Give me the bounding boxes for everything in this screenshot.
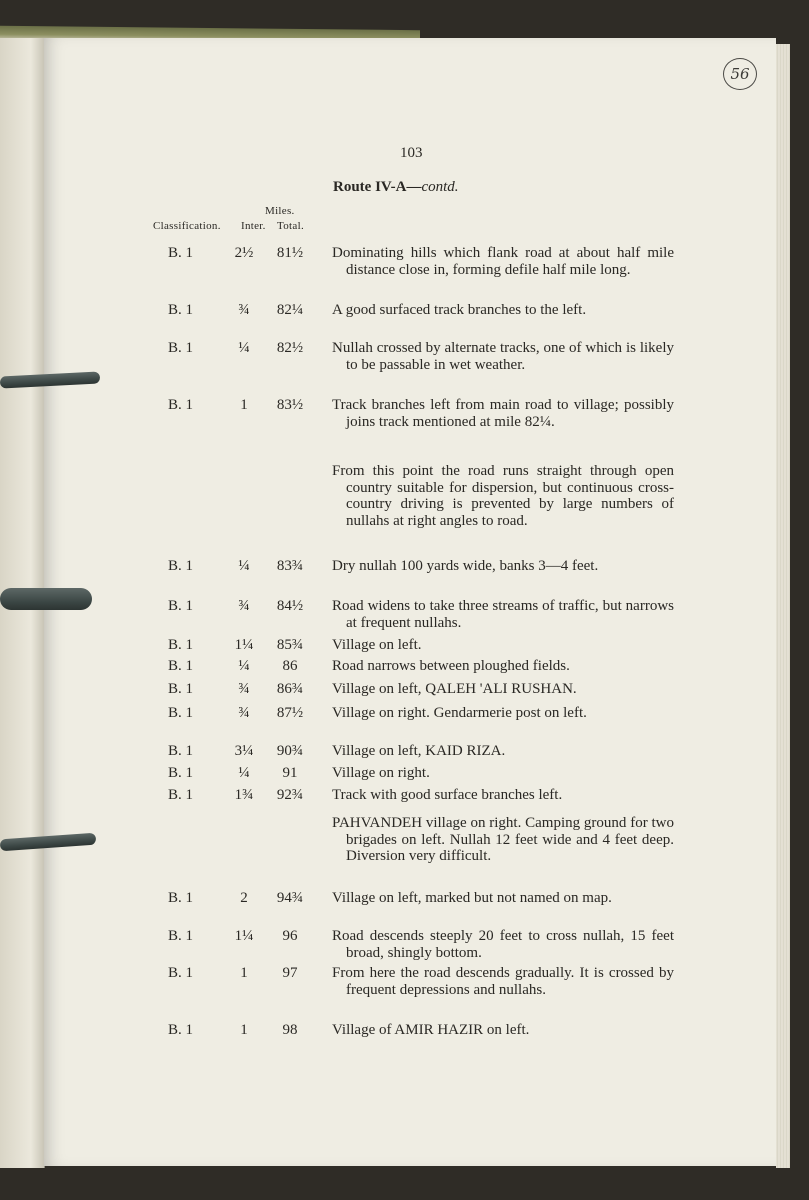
classification-cell: B. 1 xyxy=(168,637,194,653)
total-miles-cell: 81½ xyxy=(276,245,304,261)
route-entry xyxy=(0,765,809,781)
entry-description: Road descends steeply 20 feet to cross nullah, 15 feet broad, shingly bottom. xyxy=(332,928,674,961)
route-entry xyxy=(0,787,809,803)
entry-description: From here the road descends gradually. It is crossed by frequent depressions and nullahs. xyxy=(332,965,674,998)
inter-miles-cell: ¾ xyxy=(238,598,250,614)
classification-cell: B. 1 xyxy=(168,965,194,981)
inter-header: Inter. xyxy=(241,220,266,232)
classification-cell: B. 1 xyxy=(168,765,194,781)
route-entry xyxy=(0,302,809,318)
total-miles-cell: 86 xyxy=(282,658,298,674)
classification-cell: B. 1 xyxy=(168,397,194,413)
total-miles-cell: 92¾ xyxy=(276,787,304,803)
entry-description: Dry nullah 100 yards wide, banks 3—4 feet. xyxy=(332,558,599,574)
total-miles-cell: 94¾ xyxy=(276,890,304,906)
classification-cell: B. 1 xyxy=(168,890,194,906)
inter-miles-cell: 2 xyxy=(240,890,248,906)
contd-label: contd. xyxy=(421,179,459,195)
classification-cell: B. 1 xyxy=(168,1022,194,1038)
inter-miles-cell: ¼ xyxy=(238,658,250,674)
route-entry xyxy=(0,637,809,653)
route-entry xyxy=(0,598,809,631)
total-miles-cell: 82½ xyxy=(276,340,304,356)
inter-miles-cell: 1 xyxy=(240,397,248,413)
total-miles-cell: 84½ xyxy=(276,598,304,614)
miles-header: Miles. xyxy=(265,205,295,217)
entry-description: Village on right. Gendarmerie post on left. xyxy=(332,705,587,721)
route-entry xyxy=(0,340,809,373)
classification-cell: B. 1 xyxy=(168,705,194,721)
entry-description: Village on left, KAID RIZA. xyxy=(332,743,506,759)
classification-cell: B. 1 xyxy=(168,743,194,759)
total-header: Total. xyxy=(277,220,304,232)
classification-cell: B. 1 xyxy=(168,658,194,674)
total-miles-cell: 86¾ xyxy=(276,681,304,697)
total-miles-cell: 98 xyxy=(282,1022,298,1038)
inter-miles-cell: 1 xyxy=(240,965,248,981)
entry-description: Nullah crossed by alternate tracks, one of which is likely to be passable in wet weather. xyxy=(332,340,674,373)
classification-cell: B. 1 xyxy=(168,302,194,318)
page-number: 103 xyxy=(400,145,423,161)
route-entry xyxy=(0,245,809,278)
total-miles-cell: 82¼ xyxy=(276,302,304,318)
classification-cell: B. 1 xyxy=(168,928,194,944)
folio-stamp: 56 xyxy=(723,58,757,90)
route-entry xyxy=(0,928,809,961)
entry-description: Village of AMIR HAZIR on left. xyxy=(332,1022,530,1038)
page-block-edges xyxy=(776,44,790,1168)
entry-description: Dominating hills which flank road at about half mile distance close in, forming defile half mile long. xyxy=(332,245,674,278)
route-note: From this point the road runs straight through open country suitable for dispersion, but continuous cross-country driving is prevented by large numbers of nullahs at right angles to road. xyxy=(332,463,674,529)
classification-cell: B. 1 xyxy=(168,681,194,697)
entry-description: Track branches left from main road to village; possibly joins track mentioned at mile 82¼. xyxy=(332,397,674,430)
inter-miles-cell: 1¾ xyxy=(234,787,254,803)
total-miles-cell: 91 xyxy=(282,765,298,781)
entry-description: Village on right. xyxy=(332,765,430,781)
total-miles-cell: 90¾ xyxy=(276,743,304,759)
entry-description: Road narrows between ploughed fields. xyxy=(332,658,570,674)
total-miles-cell: 97 xyxy=(282,965,298,981)
route-entry xyxy=(0,743,809,759)
total-miles-cell: 83½ xyxy=(276,397,304,413)
entry-description: Village on left, QALEH 'ALI RUSHAN. xyxy=(332,681,577,697)
entry-description: Road widens to take three streams of traffic, but narrows at frequent nullahs. xyxy=(332,598,674,631)
inter-miles-cell: ¼ xyxy=(238,558,250,574)
inter-miles-cell: ¾ xyxy=(238,302,250,318)
route-entry xyxy=(0,1022,809,1038)
inter-miles-cell: 1¼ xyxy=(234,637,254,653)
classification-cell: B. 1 xyxy=(168,787,194,803)
binding-cord-middle xyxy=(0,588,92,610)
inter-miles-cell: ¾ xyxy=(238,681,250,697)
entry-description: Track with good surface branches left. xyxy=(332,787,563,803)
classification-header: Classification. xyxy=(153,220,221,232)
route-title: Route IV-A— xyxy=(333,179,422,195)
inter-miles-cell: 2½ xyxy=(234,245,254,261)
classification-cell: B. 1 xyxy=(168,340,194,356)
inter-miles-cell: ¼ xyxy=(238,765,250,781)
entry-description: Village on left. xyxy=(332,637,422,653)
running-head xyxy=(333,179,459,196)
inter-miles-cell: ¼ xyxy=(238,340,250,356)
classification-cell: B. 1 xyxy=(168,245,194,261)
route-note: PAHVANDEH village on right. Camping ground for two brigades on left. Nullah 12 feet wide and 4 feet deep. Diversion very difficult. xyxy=(332,815,674,865)
total-miles-cell: 85¾ xyxy=(276,637,304,653)
route-entry xyxy=(0,681,809,697)
total-miles-cell: 96 xyxy=(282,928,298,944)
entry-description: Village on left, marked but not named on map. xyxy=(332,890,612,906)
inter-miles-cell: 1 xyxy=(240,1022,248,1038)
total-miles-cell: 87½ xyxy=(276,705,304,721)
route-entry xyxy=(0,658,809,674)
route-entry xyxy=(0,890,809,906)
route-entry xyxy=(0,397,809,430)
inter-miles-cell: ¾ xyxy=(238,705,250,721)
inter-miles-cell: 1¼ xyxy=(234,928,254,944)
route-entry xyxy=(0,705,809,721)
classification-cell: B. 1 xyxy=(168,598,194,614)
route-entry xyxy=(0,965,809,998)
route-entry xyxy=(0,558,809,574)
entry-description: A good surfaced track branches to the left. xyxy=(332,302,587,318)
inter-miles-cell: 3¼ xyxy=(234,743,254,759)
classification-cell: B. 1 xyxy=(168,558,194,574)
total-miles-cell: 83¾ xyxy=(276,558,304,574)
